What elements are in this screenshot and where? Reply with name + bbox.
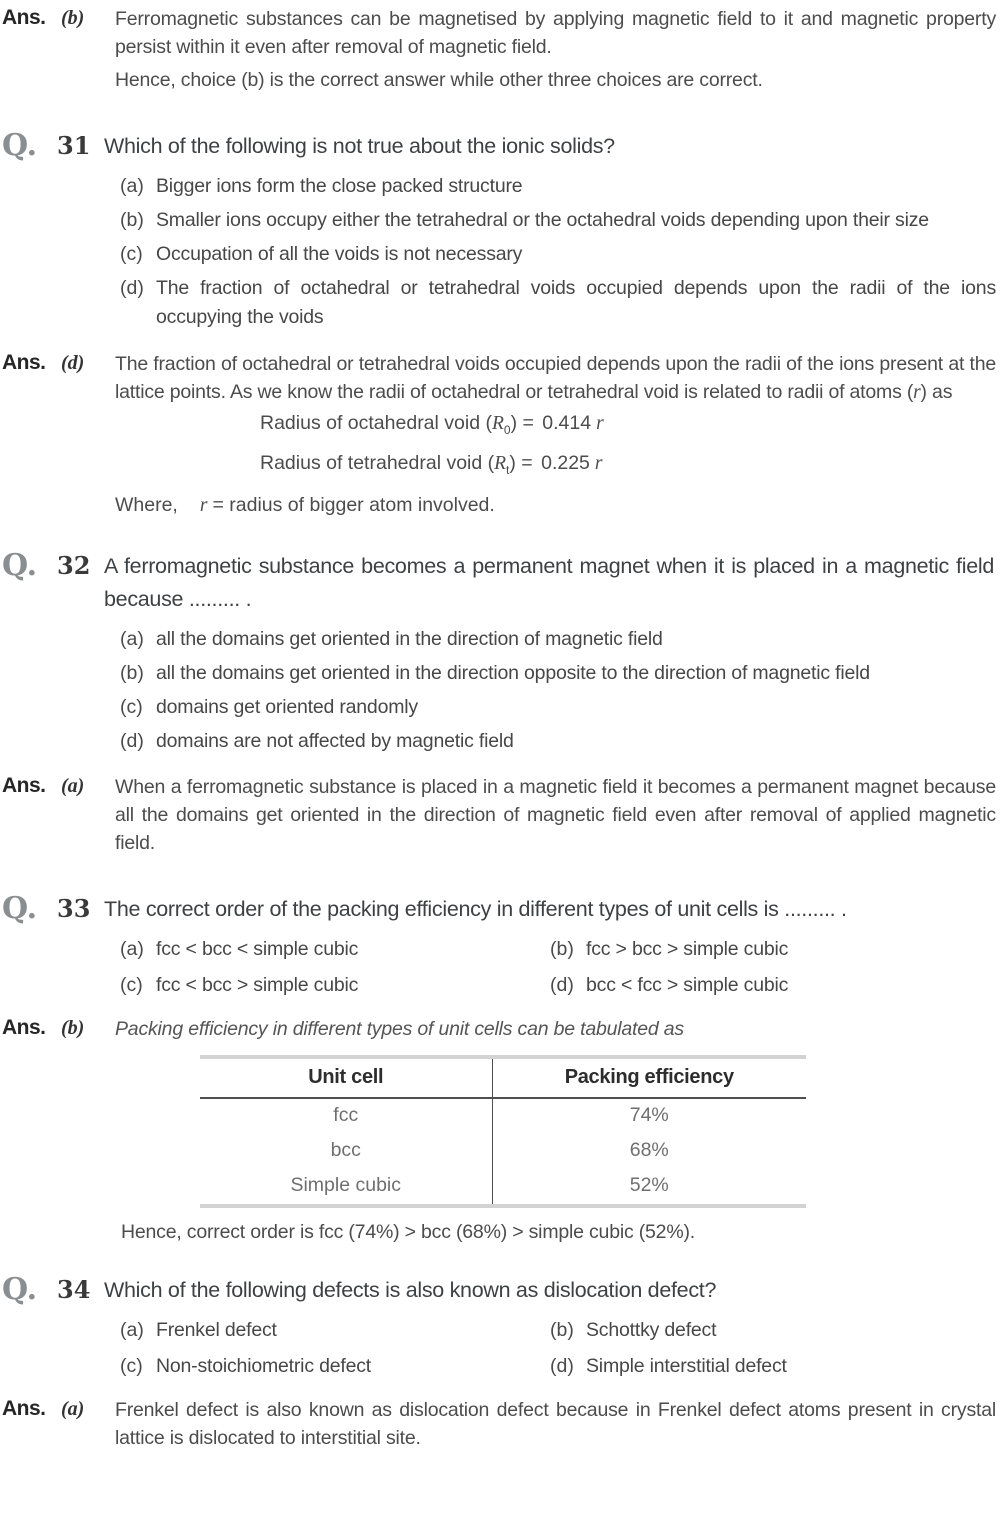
option-key: (b) bbox=[120, 661, 144, 684]
table-row bbox=[200, 1134, 806, 1169]
answer-paragraph: Frenkel defect is also known as dislocation defect because in Frenkel defect atoms present in crystal lattice is dislocated to interstitial site. bbox=[115, 1398, 996, 1449]
question-33-head bbox=[2, 890, 998, 926]
where-label: Where, bbox=[115, 493, 178, 516]
answer-intro: Packing efficiency in different types of unit cells can be tabulated as bbox=[115, 1017, 684, 1040]
question-marker: Q. bbox=[2, 1271, 38, 1307]
answer-block-32 bbox=[2, 773, 998, 857]
answer-text-part: ) as bbox=[920, 381, 953, 403]
option-key: (a) bbox=[120, 627, 144, 650]
question-33-options bbox=[120, 935, 998, 1000]
question-34-options bbox=[120, 1316, 998, 1381]
answer-letter: (b) bbox=[61, 7, 85, 29]
answer-letter: (d) bbox=[61, 352, 85, 374]
option-text: domains get oriented randomly bbox=[156, 695, 418, 718]
math-symbol-R: R bbox=[494, 452, 507, 474]
option-text: Schottky defect bbox=[586, 1318, 717, 1341]
option-text: all the domains get oriented in the direction opposite to the direction of magnetic field bbox=[156, 661, 870, 684]
formula-tetrahedral-void bbox=[260, 447, 996, 487]
answer-paragraph bbox=[115, 350, 996, 407]
option-c bbox=[120, 240, 998, 269]
answer-body bbox=[115, 1396, 998, 1452]
option-text: Non-stoichiometric defect bbox=[156, 1354, 372, 1377]
question-31-options bbox=[120, 172, 998, 332]
option-key: (a) bbox=[120, 937, 144, 960]
option-key: (a) bbox=[120, 175, 144, 197]
formula-text: Radius of tetrahedral void ( bbox=[260, 451, 495, 474]
option-text: The fraction of octahedral or tetrahedral voids occupied depends upon the radii of the ions occupying the voids bbox=[156, 277, 996, 328]
packing-efficiency-table bbox=[200, 1055, 806, 1208]
option-text: Smaller ions occupy either the tetrahedral or the octahedral voids depending upon their size bbox=[156, 209, 929, 231]
option-key: (d) bbox=[550, 1354, 574, 1377]
option-c bbox=[120, 1352, 550, 1381]
answer-label: Ans. bbox=[2, 1396, 46, 1420]
option-key: (c) bbox=[120, 1354, 143, 1377]
option-text: Frenkel defect bbox=[156, 1318, 277, 1341]
where-text: = radius of bigger atom involved. bbox=[212, 493, 495, 516]
answer-text-part: The fraction of octahedral or tetrahedral voids occupied depends upon the radii of the ions present at the lattice points. As we know the radii of octahedral or tetrahedral void is related to radii of atoms ( bbox=[115, 353, 996, 403]
question-32-options bbox=[120, 625, 998, 756]
question-34-head bbox=[2, 1271, 998, 1307]
where-clause bbox=[115, 491, 996, 520]
answer-body bbox=[115, 1015, 998, 1244]
formula-value: 0.225 bbox=[541, 451, 590, 474]
answer-label: Ans. bbox=[2, 6, 46, 29]
question-number: 32 bbox=[57, 550, 91, 580]
answer-label: Ans. bbox=[2, 1015, 46, 1039]
option-key: (d) bbox=[550, 973, 574, 996]
option-a bbox=[120, 625, 998, 654]
question-title: Which of the following is not true about the ionic solids? bbox=[104, 134, 615, 158]
option-text: Simple interstitial defect bbox=[586, 1354, 787, 1377]
answer-body bbox=[115, 5, 998, 94]
answer-block-33 bbox=[2, 1015, 998, 1244]
question-title: A ferromagnetic substance becomes a permanent magnet when it is placed in a magnetic field because ......... . bbox=[104, 553, 994, 611]
math-variable-r: r bbox=[913, 382, 921, 403]
answer-block-31 bbox=[2, 350, 998, 520]
question-number: 31 bbox=[57, 131, 91, 160]
question-marker: Q. bbox=[2, 890, 38, 926]
option-key: (c) bbox=[120, 695, 143, 718]
question-number: 33 bbox=[57, 893, 91, 923]
answer-paragraph: When a ferromagnetic substance is placed in a magnetic field it becomes a permanent magnet because all the domains get oriented in the direction of magnetic field even after removal of applied magnetic field. bbox=[115, 775, 996, 854]
question-32 bbox=[2, 547, 998, 756]
question-marker: Q. bbox=[2, 128, 38, 163]
table-row bbox=[200, 1098, 806, 1134]
table-cell-unit: bcc bbox=[200, 1134, 492, 1169]
option-key: (b) bbox=[120, 209, 144, 231]
option-b bbox=[550, 1316, 998, 1345]
answer-block-intro bbox=[2, 5, 998, 94]
option-key: (c) bbox=[120, 243, 143, 265]
option-d bbox=[550, 971, 998, 1000]
answer-letter: (a) bbox=[61, 774, 85, 797]
question-marker: Q. bbox=[2, 547, 38, 583]
option-text: fcc > bcc > simple cubic bbox=[586, 937, 789, 960]
math-subscript: t bbox=[506, 462, 510, 477]
answer-letter: (b) bbox=[61, 1016, 85, 1039]
option-text: Occupation of all the voids is not necessary bbox=[156, 243, 523, 265]
table-cell-unit: Simple cubic bbox=[200, 1169, 492, 1206]
question-number: 34 bbox=[57, 1274, 91, 1304]
table-row bbox=[200, 1169, 806, 1206]
option-text: all the domains get oriented in the direction of magnetic field bbox=[156, 627, 663, 650]
question-title: The correct order of the packing efficiency in different types of unit cells is ......... . bbox=[104, 896, 847, 921]
question-32-head bbox=[2, 547, 998, 616]
table-cell-value: 52% bbox=[629, 1173, 669, 1196]
option-key: (b) bbox=[550, 937, 574, 960]
table-header-row bbox=[200, 1057, 806, 1098]
option-c bbox=[120, 693, 998, 722]
option-key: (a) bbox=[120, 1318, 144, 1341]
answer-block-34 bbox=[2, 1396, 998, 1452]
answer-letter: (a) bbox=[61, 1397, 85, 1420]
formula-octahedral-void bbox=[260, 407, 996, 447]
option-text: fcc < bcc < simple cubic bbox=[156, 937, 359, 960]
option-a bbox=[120, 1316, 550, 1345]
answer-paragraph: Ferromagnetic substances can be magnetised by applying magnetic field to it and magnetic property persist within it even after removal of magnetic field. bbox=[115, 8, 996, 58]
math-subscript: 0 bbox=[503, 422, 511, 437]
answer-body bbox=[115, 350, 998, 520]
formula-value: 0.414 bbox=[542, 412, 592, 434]
option-a bbox=[120, 935, 550, 964]
option-b bbox=[120, 659, 998, 688]
option-key: (d) bbox=[120, 277, 144, 299]
math-symbol-R: R bbox=[491, 413, 504, 434]
option-b bbox=[550, 935, 998, 964]
option-c bbox=[120, 971, 550, 1000]
option-b bbox=[120, 206, 998, 235]
option-key: (b) bbox=[550, 1318, 574, 1341]
question-34 bbox=[2, 1271, 998, 1381]
option-text: fcc < bcc > simple cubic bbox=[156, 973, 359, 996]
option-text: domains are not affected by magnetic field bbox=[156, 729, 514, 752]
question-title: Which of the following defects is also known as dislocation defect? bbox=[104, 1277, 717, 1302]
option-d bbox=[120, 727, 998, 756]
option-d bbox=[120, 274, 998, 332]
answer-label: Ans. bbox=[2, 773, 46, 797]
option-key: (d) bbox=[120, 729, 144, 752]
option-text: Bigger ions form the close packed structure bbox=[156, 175, 523, 197]
answer-label: Ans. bbox=[2, 351, 46, 374]
table-header-unit-cell: Unit cell bbox=[200, 1057, 492, 1098]
option-key: (c) bbox=[120, 973, 143, 996]
question-33 bbox=[2, 890, 998, 1000]
table-cell-unit: fcc bbox=[200, 1098, 492, 1134]
answer-conclusion: Hence, correct order is fcc (74%) > bcc (68%) > simple cubic (52%). bbox=[121, 1220, 695, 1243]
math-variable-r: r bbox=[594, 452, 603, 474]
table-cell-value: 74% bbox=[629, 1103, 669, 1126]
table-cell-value: 68% bbox=[629, 1138, 669, 1161]
formula-equals: ) = bbox=[510, 412, 540, 434]
formula-equals: ) = bbox=[509, 451, 539, 474]
option-text: bcc < fcc > simple cubic bbox=[586, 973, 789, 996]
answer-body bbox=[115, 773, 998, 857]
math-variable-r: r bbox=[199, 494, 208, 516]
answer-note: Hence, choice (b) is the correct answer while other three choices are correct. bbox=[115, 69, 763, 91]
option-a bbox=[120, 172, 998, 201]
formula-text: Radius of octahedral void ( bbox=[260, 412, 492, 434]
math-variable-r: r bbox=[596, 413, 604, 434]
table-header-packing-efficiency: Packing efficiency bbox=[492, 1057, 806, 1098]
question-31 bbox=[2, 130, 998, 332]
question-31-head bbox=[2, 130, 998, 163]
option-d bbox=[550, 1352, 998, 1381]
